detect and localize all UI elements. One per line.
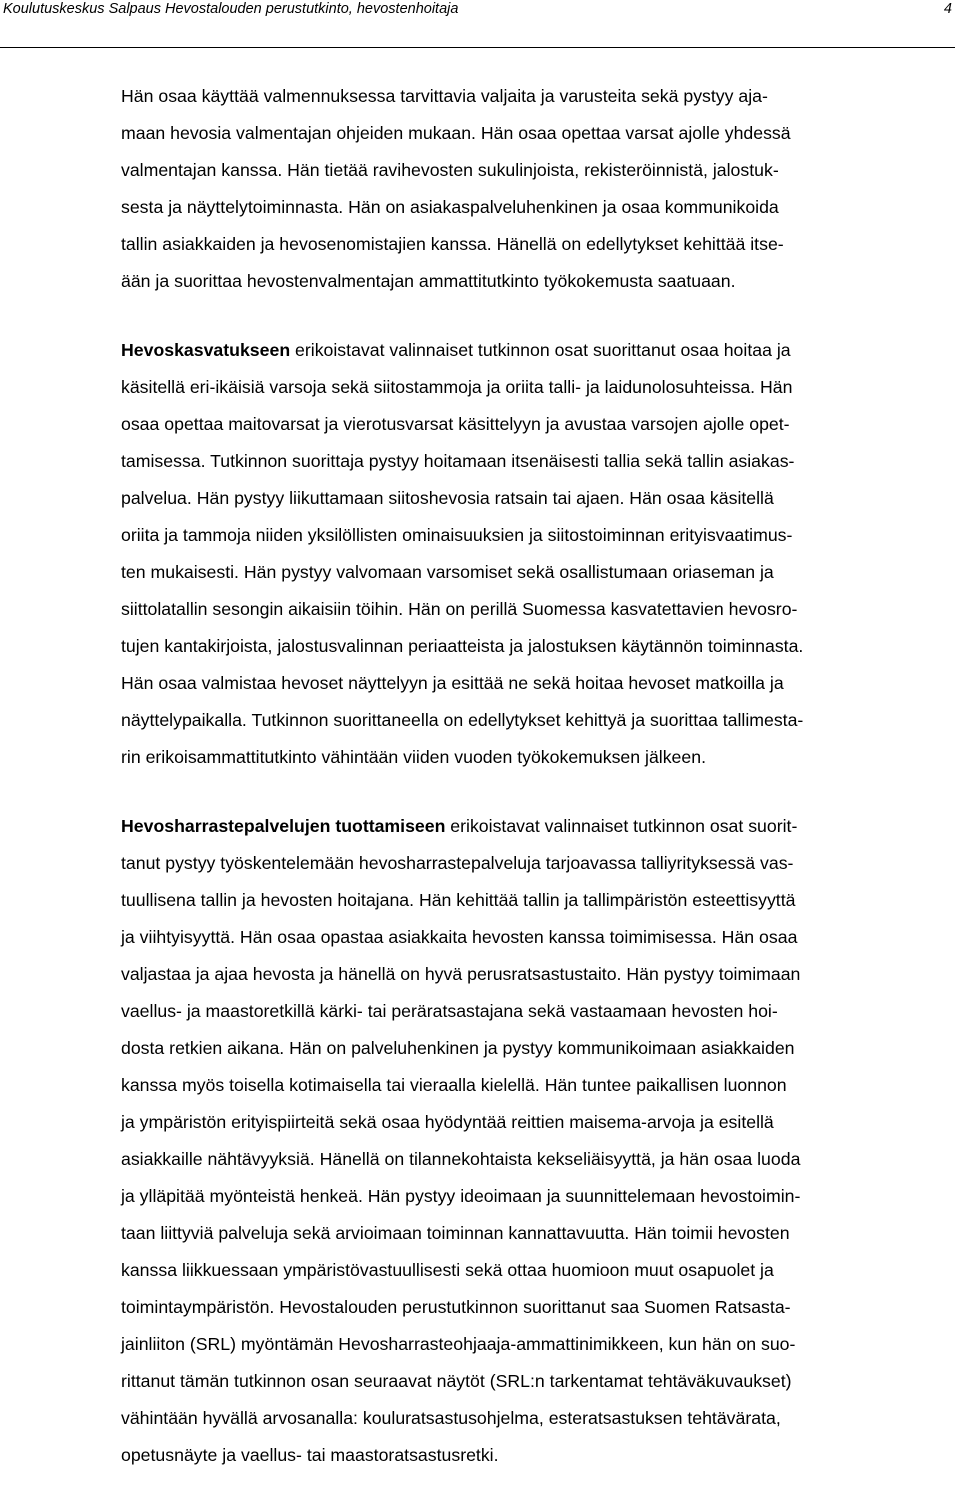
paragraph-line: valmentajan kanssa. Hän tietää ravihevosten sukulinjoista, rekisteröinnistä, jalostuk- xyxy=(121,160,779,180)
paragraph-line: käsitellä eri-ikäisiä varsoja sekä siitostammoja ja oriita talli- ja laidunolosuhteissa. Hän xyxy=(121,377,793,397)
paragraph-spacer xyxy=(121,300,960,332)
paragraph-line: toimintaympäristön. Hevostalouden perustutkinnon suorittanut saa Suomen Ratsasta- xyxy=(121,1297,791,1317)
paragraph-lead-term: Hevoskasvatukseen xyxy=(121,340,291,360)
paragraph-line: kanssa myös toisella kotimaisella tai vieraalla kielellä. Hän tuntee paikallisen luonnon xyxy=(121,1075,787,1095)
paragraph-line: maan hevosia valmentajan ohjeiden mukaan. Hän osaa opettaa varsat ajolle yhdessä xyxy=(121,123,791,143)
paragraph-line: jainliiton (SRL) myöntämän Hevosharrasteohjaaja-ammattinimikkeen, kun hän on suo- xyxy=(121,1334,796,1354)
paragraph-line: ja ympäristön erityispiirteitä sekä osaa hyödyntää reittien maisema-arvoja ja esitellä xyxy=(121,1112,774,1132)
document-body xyxy=(121,78,960,1474)
paragraph-line: rin erikoisammattitutkinto vähintään viiden vuoden työkokemuksen jälkeen. xyxy=(121,747,706,767)
paragraph-line: asiakkaille nähtävyyksiä. Hänellä on tilannekohtaista kekseliäisyyttä, ja hän osaa luoda xyxy=(121,1149,801,1169)
header-rule xyxy=(0,47,955,48)
paragraph-line: tuullisena tallin ja hevosten hoitajana. Hän kehittää tallin ja tallimpäristön esteettisyyttä xyxy=(121,890,796,910)
page-number: 4 xyxy=(943,1,952,17)
paragraph-harness-racing xyxy=(121,78,960,300)
page-header xyxy=(0,0,960,48)
paragraph-line: ja ylläpitää myönteistä henkeä. Hän pystyy ideoimaan ja suunnittelemaan hevostoimin- xyxy=(121,1186,801,1206)
paragraph-line: valjastaa ja ajaa hevosta ja hänellä on hyvä perusratsastustaito. Hän pystyy toimimaan xyxy=(121,964,801,984)
paragraph-line: siittolatallin sesongin aikaisiin töihin. Hän on perillä Suomessa kasvatettavien hevosro- xyxy=(121,599,798,619)
paragraph-first-line xyxy=(121,332,960,369)
paragraph-line: sesta ja näyttelytoiminnasta. Hän on asiakaspalveluhenkinen ja osaa kommunikoida xyxy=(121,197,779,217)
paragraph-line: dosta retkien aikana. Hän on palveluhenkinen ja pystyy kommunikoimaan asiakkaiden xyxy=(121,1038,795,1058)
paragraph-line: taan liittyviä palveluja sekä arvioimaan toiminnan kannattavuutta. Hän toimii hevosten xyxy=(121,1223,790,1243)
paragraph-line: Hän osaa valmistaa hevoset näyttelyyn ja esittää ne sekä hoitaa hevoset matkoilla ja xyxy=(121,673,784,693)
paragraph-line: ten mukaisesti. Hän pystyy valvomaan varsomiset sekä osallistumaan oriaseman ja xyxy=(121,562,774,582)
paragraph-first-line xyxy=(121,808,960,845)
paragraph-line: näyttelypaikalla. Tutkinnon suorittaneella on edellytykset kehittyä ja suorittaa tallimesta- xyxy=(121,710,804,730)
paragraph-line: oriita ja tammoja niiden yksilöllisten ominaisuuksien ja siitostoiminnan erityisvaatimus- xyxy=(121,525,793,545)
paragraph-line: tujen kantakirjoista, jalostusvalinnan periaatteista ja jalostuksen käytännön toiminnasta. xyxy=(121,636,804,656)
paragraph-equestrian-services xyxy=(121,808,960,1474)
paragraph-spacer xyxy=(121,776,960,808)
paragraph-line: rittanut tämän tutkinnon osan seuraavat näytöt (SRL:n tarkentamat tehtäväkuvaukset) xyxy=(121,1371,792,1391)
paragraph-line-rest: erikoistavat valinnaiset tutkinnon osat suorittanut osaa hoitaa ja xyxy=(290,340,791,360)
paragraph-line: vähintään hyvällä arvosanalla: kouluratsastusohjelma, esteratsastuksen tehtävärata, xyxy=(121,1408,781,1428)
paragraph-line: tamisessa. Tutkinnon suorittaja pystyy hoitamaan itsenäisesti tallia sekä tallin asiakas- xyxy=(121,451,795,471)
paragraph-line: palvelua. Hän pystyy liikuttamaan siitoshevosia ratsain tai ajaen. Hän osaa käsitellä xyxy=(121,488,774,508)
paragraph-lead-term: Hevosharrastepalvelujen tuottamiseen xyxy=(121,816,446,836)
paragraph-line: ään ja suorittaa hevostenvalmentajan ammattitutkinto työkokemusta saatuaan. xyxy=(121,271,736,291)
paragraph-line: opetusnäyte ja vaellus- tai maastoratsastusretki. xyxy=(121,1445,499,1465)
paragraph-line: kanssa liikkuessaan ympäristövastuullisesti sekä ottaa huomioon muut osapuolet ja xyxy=(121,1260,774,1280)
paragraph-line: tallin asiakkaiden ja hevosenomistajien kanssa. Hänellä on edellytykset kehittää itse- xyxy=(121,234,784,254)
header-title: Koulutuskeskus Salpaus Hevostalouden perustutkinto, hevostenhoitaja xyxy=(3,1,459,17)
paragraph-line: ja viihtyisyyttä. Hän osaa opastaa asiakkaita hevosten kanssa toimimisessa. Hän osaa xyxy=(121,927,798,947)
paragraph-line: vaellus- ja maastoretkillä kärki- tai peräratsastajana sekä vastaamaan hevosten hoi- xyxy=(121,1001,778,1021)
paragraph-line-rest: erikoistavat valinnaiset tutkinnon osat suorit- xyxy=(445,816,798,836)
paragraph-line: Hän osaa käyttää valmennuksessa tarvittavia valjaita ja varusteita sekä pystyy aja- xyxy=(121,86,768,106)
paragraph-horse-breeding xyxy=(121,332,960,776)
paragraph-line: osaa opettaa maitovarsat ja vierotusvarsat käsittelyyn ja avustaa varsojen ajolle opet- xyxy=(121,414,790,434)
paragraph-line: tanut pystyy työskentelemään hevosharrastepalveluja tarjoavassa talliyrityksessä vas- xyxy=(121,853,794,873)
